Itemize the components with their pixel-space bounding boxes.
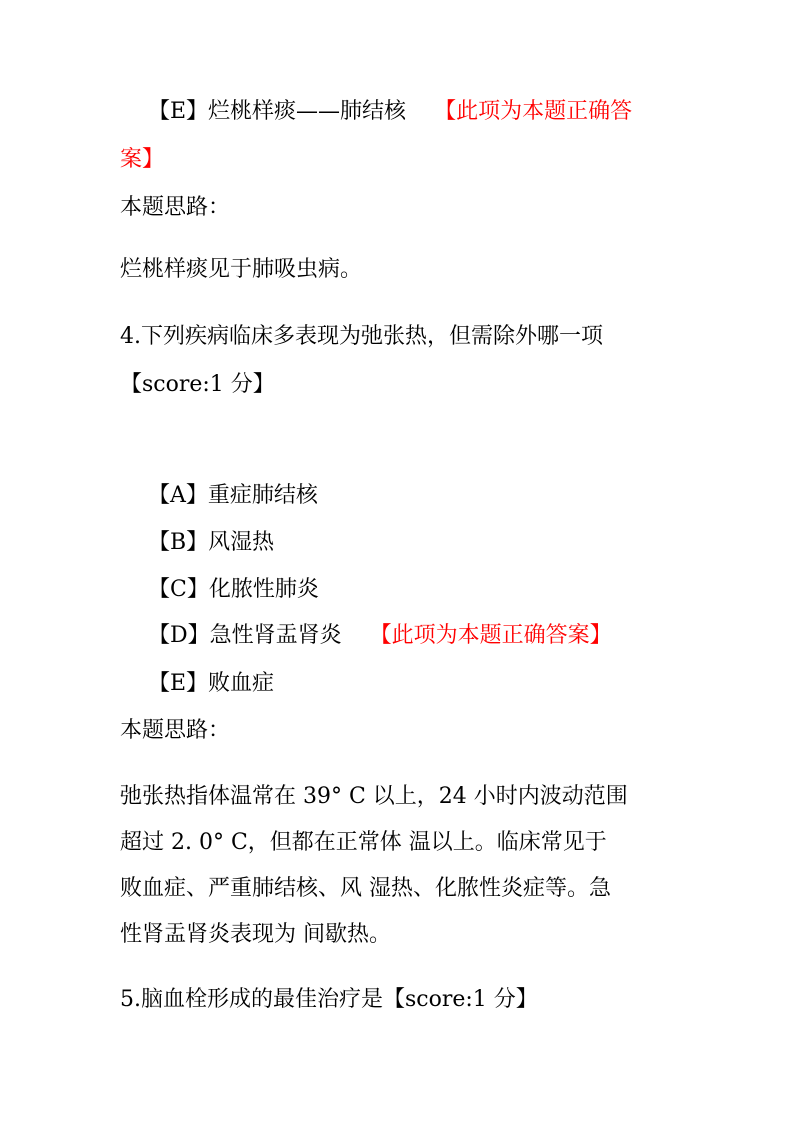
option-a: 【A】重症肺结核 bbox=[148, 483, 318, 508]
option-b: 【B】风湿热 bbox=[148, 530, 275, 555]
correct-answer-marker: 【此项为本题正确答案】 bbox=[369, 623, 612, 648]
analysis-line-4: 性肾盂肾炎表现为 间歇热。 bbox=[120, 922, 391, 947]
option-e: 【E】败血症 bbox=[148, 671, 275, 696]
option-d-text: 【D】急性肾盂肾炎 bbox=[148, 623, 342, 648]
option-d bbox=[148, 621, 612, 651]
prev-option-e bbox=[148, 97, 632, 127]
correct-answer-marker: 【此项为本题正确答 bbox=[434, 99, 633, 124]
question-4-score: 【score:1 分】 bbox=[120, 372, 275, 397]
analysis-label: 本题思路： bbox=[120, 718, 231, 743]
question-5-stem: 5.脑血栓形成的最佳治疗是【score:1 分】 bbox=[120, 987, 538, 1012]
analysis-line-1: 弛张热指体温常在 39° C 以上，24 小时内波动范围 bbox=[120, 784, 628, 809]
option-c: 【C】化脓性肺炎 bbox=[148, 577, 319, 602]
correct-answer-marker-continued: 案】 bbox=[120, 147, 165, 172]
question-4-stem: 4.下列疾病临床多表现为弛张热，但需除外哪一项 bbox=[120, 324, 603, 349]
analysis-line-2: 超过 2. 0° C，但都在正常体 温以上。临床常见于 bbox=[120, 830, 607, 855]
analysis-line-3: 败血症、严重肺结核、风 湿热、化脓性炎症等。急 bbox=[120, 876, 611, 901]
prev-option-e-text: 【E】烂桃样痰——肺结核 bbox=[148, 99, 407, 124]
analysis-label: 本题思路： bbox=[120, 195, 231, 220]
analysis-text: 烂桃样痰见于肺吸虫病。 bbox=[120, 257, 363, 282]
